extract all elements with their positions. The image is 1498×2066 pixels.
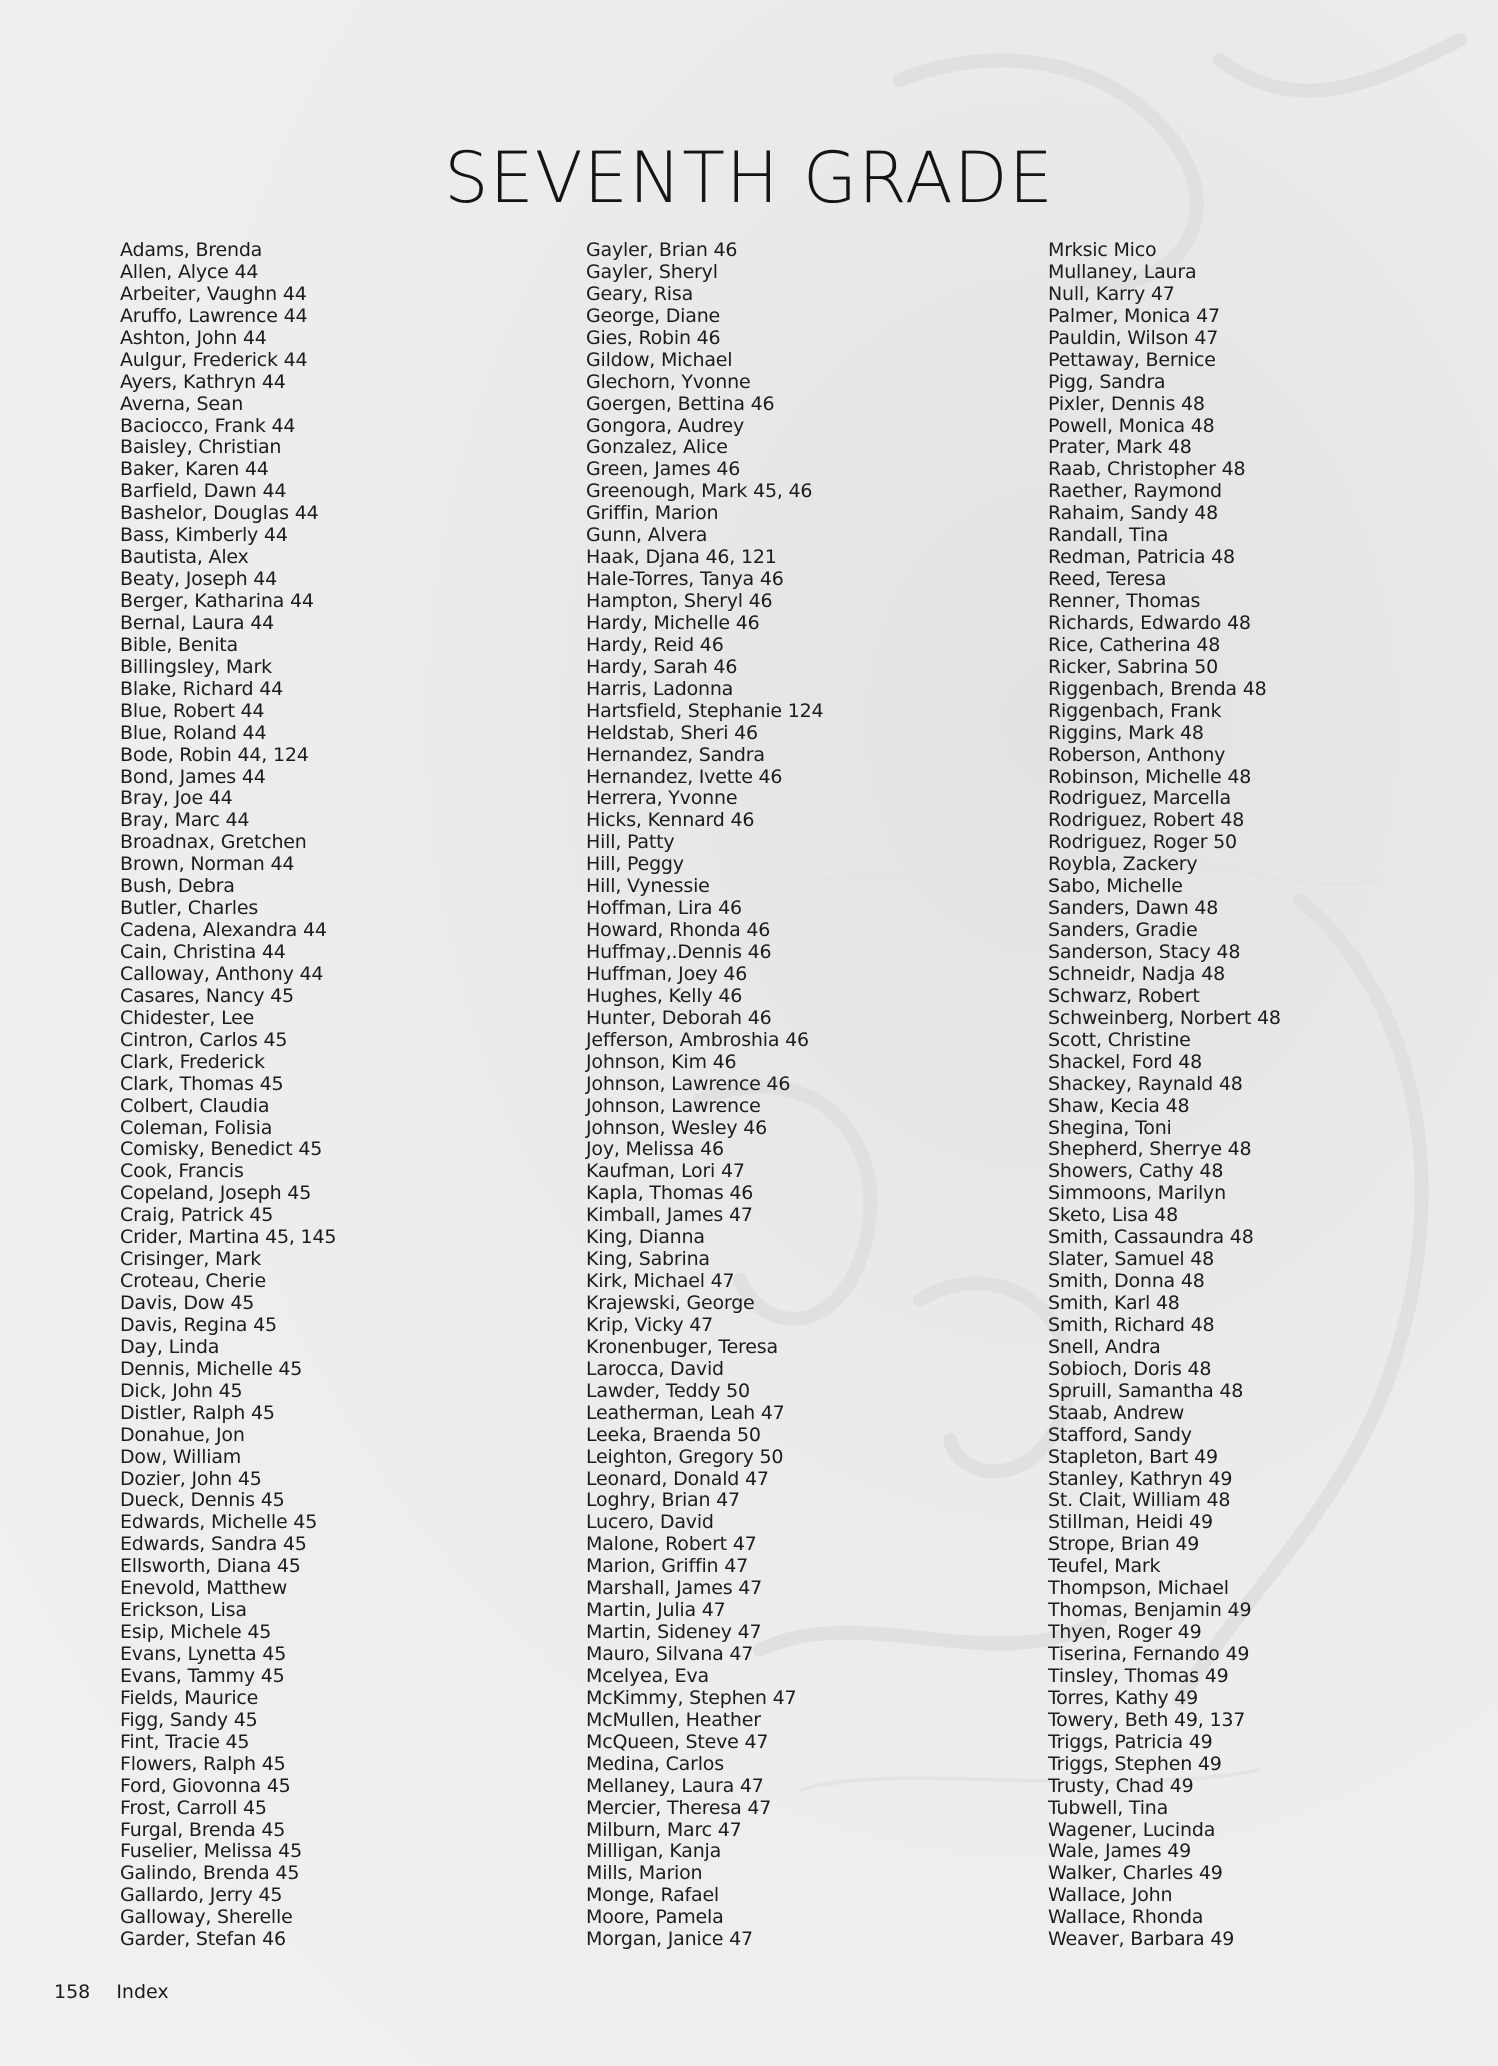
- list-item: Johnson, Wesley 46: [586, 1116, 768, 1139]
- list-item: Snell, Andra: [1048, 1335, 1161, 1358]
- list-item: Cain, Christina 44: [120, 941, 286, 963]
- list-item: Schneidr, Nadja 48: [1048, 962, 1225, 985]
- list-item: Sobioch, Doris 48: [1048, 1357, 1212, 1380]
- list-item: Hill, Peggy: [586, 853, 684, 876]
- list-item: Schwarz, Robert: [1048, 984, 1200, 1007]
- list-item: Shaw, Kecia 48: [1048, 1094, 1190, 1117]
- list-item: Howard, Rhonda 46: [586, 919, 771, 942]
- list-item: Goergen, Bettina 46: [586, 392, 775, 415]
- list-item: Morgan, Janice 47: [586, 1928, 753, 1951]
- list-item: Stapleton, Bart 49: [1048, 1445, 1218, 1468]
- list-item: Johnson, Kim 46: [586, 1050, 737, 1073]
- list-item: Flowers, Ralph 45: [120, 1752, 286, 1775]
- list-item: Redman, Patricia 48: [1048, 546, 1235, 569]
- list-item: Dueck, Dennis 45: [120, 1489, 285, 1512]
- list-item: Ellsworth, Diana 45: [120, 1555, 301, 1578]
- list-item: Blue, Robert 44: [120, 699, 265, 722]
- list-item: Bray, Marc 44: [120, 809, 250, 832]
- list-item: Tinsley, Thomas 49: [1048, 1664, 1229, 1687]
- list-item: Triggs, Stephen 49: [1048, 1752, 1222, 1775]
- list-item: Fuselier, Melissa 45: [120, 1840, 302, 1863]
- list-item: Bush, Debra: [120, 875, 235, 898]
- list-item: Mauro, Silvana 47: [586, 1643, 754, 1665]
- list-item: Aulgur, Frederick 44: [120, 348, 308, 371]
- list-item: Joy, Melissa 46: [586, 1138, 724, 1161]
- list-item: Dow, William: [120, 1445, 242, 1468]
- list-item: Shegina, Toni: [1048, 1116, 1172, 1139]
- list-item: St. Clait, William 48: [1048, 1489, 1231, 1512]
- list-item: Hunter, Deborah 46: [586, 1006, 772, 1029]
- list-item: Enevold, Matthew: [120, 1577, 288, 1600]
- list-item: Harris, Ladonna: [586, 677, 734, 700]
- list-item: Rahaim, Sandy 48: [1048, 502, 1219, 525]
- list-item: Hardy, Sarah 46: [586, 655, 738, 678]
- list-item: Raab, Christopher 48: [1048, 458, 1246, 481]
- list-item: Green, James 46: [586, 458, 741, 481]
- list-item: Evans, Tammy 45: [120, 1664, 285, 1687]
- list-item: Figg, Sandy 45: [120, 1708, 258, 1731]
- list-item: Greenough, Mark 45, 46: [586, 480, 813, 503]
- list-item: George, Diane: [586, 304, 721, 327]
- list-item: Renner, Thomas: [1048, 590, 1201, 612]
- list-item: Null, Karry 47: [1048, 282, 1175, 305]
- list-item: Mercier, Theresa 47: [586, 1796, 772, 1819]
- list-item: Pauldin, Wilson 47: [1048, 326, 1219, 349]
- list-item: Smith, Karl 48: [1048, 1292, 1180, 1314]
- list-item: Marion, Griffin 47: [586, 1555, 749, 1578]
- list-item: Bray, Joe 44: [120, 787, 233, 810]
- list-item: King, Sabrina: [586, 1248, 710, 1271]
- list-item: Geary, Risa: [586, 282, 694, 305]
- list-item: Frost, Carroll 45: [120, 1796, 267, 1819]
- list-item: Randall, Tina: [1048, 524, 1169, 547]
- list-item: Robinson, Michelle 48: [1048, 765, 1252, 788]
- list-item: Rodriguez, Roger 50: [1048, 831, 1237, 854]
- list-item: Stillman, Heidi 49: [1048, 1511, 1213, 1534]
- list-item: Clark, Thomas 45: [120, 1072, 284, 1095]
- list-item: Hicks, Kennard 46: [586, 809, 755, 832]
- list-item: Bible, Benita: [120, 633, 238, 656]
- list-item: Riggenbach, Brenda 48: [1048, 677, 1267, 700]
- list-item: Martin, Sideney 47: [586, 1621, 762, 1644]
- list-item: Triggs, Patricia 49: [1048, 1730, 1213, 1753]
- list-item: Teufel, Mark: [1048, 1555, 1161, 1578]
- section-label: Index: [116, 1981, 169, 2003]
- list-item: Showers, Cathy 48: [1048, 1160, 1224, 1183]
- list-item: Wale, James 49: [1048, 1840, 1192, 1863]
- list-item: Casares, Nancy 45: [120, 984, 294, 1007]
- list-item: Garder, Stefan 46: [120, 1928, 286, 1951]
- list-item: Hartsfield, Stephanie 124: [586, 699, 824, 722]
- list-item: Walker, Charles 49: [1048, 1862, 1223, 1885]
- list-item: Adams, Brenda: [120, 239, 263, 261]
- list-item: Stanley, Kathryn 49: [1048, 1467, 1233, 1490]
- list-item: Day, Linda: [120, 1335, 220, 1358]
- list-item: Leatherman, Leah 47: [586, 1401, 785, 1424]
- list-item: Thomas, Benjamin 49: [1048, 1599, 1252, 1622]
- list-item: Raether, Raymond: [1048, 480, 1222, 503]
- list-item: Simmoons, Marilyn: [1048, 1182, 1226, 1205]
- list-item: Smith, Richard 48: [1048, 1313, 1215, 1336]
- list-item: Towery, Beth 49, 137: [1048, 1708, 1246, 1731]
- list-item: Kirk, Michael 47: [586, 1270, 735, 1293]
- list-item: Rodriguez, Robert 48: [1048, 809, 1245, 832]
- list-item: Trusty, Chad 49: [1048, 1774, 1194, 1797]
- list-item: Mcelyea, Eva: [586, 1664, 709, 1687]
- list-item: Baker, Karen 44: [120, 458, 269, 481]
- list-item: Riggenbach, Frank: [1048, 699, 1222, 722]
- list-item: Monge, Rafael: [586, 1884, 720, 1907]
- list-item: Pettaway, Bernice: [1048, 348, 1216, 371]
- list-item: Griffin, Marion: [586, 502, 719, 525]
- list-item: Ford, Giovonna 45: [120, 1774, 291, 1797]
- list-item: Hardy, Michelle 46: [586, 611, 760, 634]
- list-item: Ayers, Kathryn 44: [120, 370, 286, 393]
- list-item: Marshall, James 47: [586, 1577, 763, 1600]
- page-title: SEVENTH GRADE: [444, 136, 1054, 219]
- list-item: Furgal, Brenda 45: [120, 1818, 286, 1841]
- list-item: Calloway, Anthony 44: [120, 962, 324, 985]
- list-item: Allen, Alyce 44: [120, 260, 259, 283]
- list-item: Tiserina, Fernando 49: [1048, 1643, 1250, 1665]
- list-item: Mullaney, Laura: [1048, 260, 1197, 283]
- list-item: Ricker, Sabrina 50: [1048, 655, 1218, 678]
- list-item: Staab, Andrew: [1048, 1401, 1185, 1424]
- list-item: Strope, Brian 49: [1048, 1533, 1200, 1556]
- list-item: Rice, Catherina 48: [1048, 633, 1221, 656]
- list-item: Beaty, Joseph 44: [120, 568, 278, 591]
- list-item: Cadena, Alexandra 44: [120, 919, 327, 942]
- list-item: Baisley, Christian: [120, 436, 282, 459]
- list-item: Lawder, Teddy 50: [586, 1379, 750, 1402]
- list-item: Herrera, Yvonne: [586, 787, 738, 810]
- list-item: Leonard, Donald 47: [586, 1467, 769, 1490]
- list-item: Heldstab, Sheri 46: [586, 721, 758, 744]
- list-item: Kimball, James 47: [586, 1204, 753, 1227]
- list-item: Shackel, Ford 48: [1048, 1050, 1202, 1073]
- list-item: King, Dianna: [586, 1226, 705, 1249]
- list-item: Smith, Donna 48: [1048, 1270, 1205, 1293]
- list-item: Tubwell, Tina: [1048, 1796, 1169, 1819]
- list-item: Milburn, Marc 47: [586, 1818, 742, 1841]
- list-item: Hill, Vynessie: [586, 875, 710, 898]
- name-column-3: [1048, 240, 1488, 1951]
- list-item: Colbert, Claudia: [120, 1094, 270, 1117]
- list-item: Chidester, Lee: [120, 1006, 255, 1029]
- list-item: Billingsley, Mark: [120, 655, 272, 678]
- list-item: Dick, John 45: [120, 1379, 243, 1402]
- list-item: Aruffo, Lawrence 44: [120, 304, 308, 327]
- list-item: Medina, Carlos: [586, 1752, 724, 1775]
- list-item: Thyen, Roger 49: [1048, 1621, 1202, 1644]
- list-item: Hernandez, Sandra: [586, 743, 765, 766]
- list-item: Bernal, Laura 44: [120, 611, 274, 634]
- list-item: Shackey, Raynald 48: [1048, 1072, 1243, 1095]
- list-item: Hardy, Reid 46: [586, 633, 724, 656]
- list-item: Clark, Frederick: [120, 1050, 265, 1073]
- list-item: Sanderson, Stacy 48: [1048, 941, 1241, 963]
- list-item: Dennis, Michelle 45: [120, 1357, 303, 1380]
- list-item: Erickson, Lisa: [120, 1599, 247, 1622]
- list-item: Mills, Marion: [586, 1862, 703, 1885]
- list-item: Galindo, Brenda 45: [120, 1862, 300, 1885]
- list-item: Pixler, Dennis 48: [1048, 392, 1205, 415]
- list-item: Sanders, Dawn 48: [1048, 897, 1219, 920]
- list-item: Barfield, Dawn 44: [120, 480, 287, 503]
- list-item: Butler, Charles: [120, 897, 259, 920]
- list-item: Shepherd, Sherrye 48: [1048, 1138, 1252, 1161]
- list-item: Arbeiter, Vaughn 44: [120, 282, 307, 305]
- page-footer: [54, 1983, 169, 2002]
- list-item: Davis, Regina 45: [120, 1313, 277, 1336]
- list-item: Hoffman, Lira 46: [586, 897, 742, 920]
- list-item: Moore, Pamela: [586, 1906, 724, 1929]
- list-item: Lucero, David: [586, 1511, 714, 1534]
- list-item: Kaufman, Lori 47: [586, 1160, 745, 1183]
- list-item: Hill, Patty: [586, 831, 675, 854]
- list-item: Gunn, Alvera: [586, 524, 708, 547]
- list-item: Huffman, Joey 46: [586, 962, 748, 985]
- page-number: 158: [54, 1981, 91, 2003]
- list-item: Loghry, Brian 47: [586, 1489, 740, 1512]
- list-item: Gongora, Audrey: [586, 414, 745, 437]
- list-item: Torres, Kathy 49: [1048, 1686, 1199, 1709]
- list-item: Roberson, Anthony: [1048, 743, 1226, 766]
- list-item: Wallace, Rhonda: [1048, 1906, 1204, 1929]
- list-item: Mellaney, Laura 47: [586, 1774, 764, 1797]
- list-item: Thompson, Michael: [1048, 1577, 1229, 1600]
- list-item: Huffmay,.Dennis 46: [586, 941, 772, 963]
- list-item: Stafford, Sandy: [1048, 1423, 1192, 1446]
- list-item: Jefferson, Ambroshia 46: [586, 1028, 809, 1051]
- list-item: Haak, Djana 46, 121: [586, 546, 777, 569]
- list-item: Gies, Robin 46: [586, 326, 721, 349]
- list-item: Sketo, Lisa 48: [1048, 1204, 1179, 1227]
- list-item: Spruill, Samantha 48: [1048, 1379, 1244, 1402]
- list-item: Gallardo, Jerry 45: [120, 1884, 283, 1907]
- list-item: Distler, Ralph 45: [120, 1401, 275, 1424]
- list-item: Milligan, Kanja: [586, 1840, 722, 1863]
- list-item: Gildow, Michael: [586, 348, 733, 371]
- list-item: Weaver, Barbara 49: [1048, 1928, 1235, 1951]
- list-item: Kapla, Thomas 46: [586, 1182, 754, 1205]
- list-item: Baciocco, Frank 44: [120, 414, 296, 437]
- list-item: Galloway, Sherelle: [120, 1906, 293, 1929]
- list-item: Brown, Norman 44: [120, 853, 295, 876]
- list-item: Prater, Mark 48: [1048, 436, 1192, 459]
- list-item: Riggins, Mark 48: [1048, 721, 1204, 744]
- list-item: Powell, Monica 48: [1048, 414, 1215, 437]
- list-item: Martin, Julia 47: [586, 1599, 726, 1622]
- list-item: Hernandez, Ivette 46: [586, 765, 783, 788]
- list-item: Broadnax, Gretchen: [120, 831, 307, 854]
- list-item: Palmer, Monica 47: [1048, 304, 1220, 327]
- list-item: Sanders, Gradie: [1048, 919, 1198, 942]
- list-item: Berger, Katharina 44: [120, 590, 314, 612]
- name-column-2: [586, 240, 1026, 1951]
- list-item: Leighton, Gregory 50: [586, 1445, 784, 1468]
- list-item: Malone, Robert 47: [586, 1533, 757, 1556]
- list-item: Crider, Martina 45, 145: [120, 1226, 337, 1249]
- list-item: Hampton, Sheryl 46: [586, 590, 773, 612]
- list-item: Pigg, Sandra: [1048, 370, 1166, 393]
- list-item: Bode, Robin 44, 124: [120, 743, 309, 766]
- list-item: Glechorn, Yvonne: [586, 370, 751, 393]
- list-item: Fields, Maurice: [120, 1686, 259, 1709]
- list-item: Hale-Torres, Tanya 46: [586, 568, 784, 591]
- list-item: Richards, Edwardo 48: [1048, 611, 1251, 634]
- list-item: Croteau, Cherie: [120, 1270, 266, 1293]
- list-item: Johnson, Lawrence 46: [586, 1072, 791, 1095]
- list-item: Comisky, Benedict 45: [120, 1138, 323, 1161]
- list-item: Averna, Sean: [120, 392, 244, 415]
- list-item: Scott, Christine: [1048, 1028, 1191, 1051]
- list-item: McQueen, Steve 47: [586, 1730, 769, 1753]
- list-item: Ashton, John 44: [120, 326, 267, 349]
- list-item: Wagener, Lucinda: [1048, 1818, 1216, 1841]
- list-item: Rodriguez, Marcella: [1048, 787, 1231, 810]
- list-item: McKimmy, Stephen 47: [586, 1686, 797, 1709]
- list-item: Cook, Francis: [120, 1160, 244, 1183]
- list-item: Craig, Patrick 45: [120, 1204, 274, 1227]
- list-item: Bautista, Alex: [120, 546, 249, 569]
- list-item: Crisinger, Mark: [120, 1248, 262, 1271]
- list-item: Blake, Richard 44: [120, 677, 284, 700]
- list-item: Dozier, John 45: [120, 1467, 262, 1490]
- list-item: Hughes, Kelly 46: [586, 984, 743, 1007]
- list-item: Bond, James 44: [120, 765, 266, 788]
- name-column-1: [120, 240, 560, 1951]
- list-item: Edwards, Sandra 45: [120, 1533, 307, 1556]
- list-item: Larocca, David: [586, 1357, 724, 1380]
- list-item: Reed, Teresa: [1048, 568, 1167, 591]
- list-item: Krip, Vicky 47: [586, 1313, 713, 1336]
- list-item: Gonzalez, Alice: [586, 436, 728, 459]
- list-item: Evans, Lynetta 45: [120, 1643, 287, 1665]
- list-item: Kronenbuger, Teresa: [586, 1335, 778, 1358]
- list-item: Slater, Samuel 48: [1048, 1248, 1215, 1271]
- list-item: Fint, Tracie 45: [120, 1730, 250, 1753]
- list-item: Sabo, Michelle: [1048, 875, 1183, 898]
- list-item: Blue, Roland 44: [120, 721, 267, 744]
- list-item: Smith, Cassaundra 48: [1048, 1226, 1254, 1249]
- list-item: Bass, Kimberly 44: [120, 524, 288, 547]
- list-item: Esip, Michele 45: [120, 1621, 272, 1644]
- list-item: Roybla, Zackery: [1048, 853, 1198, 876]
- list-item: Wallace, John: [1048, 1884, 1173, 1907]
- list-item: Edwards, Michelle 45: [120, 1511, 318, 1534]
- list-item: Mrksic Mico: [1048, 239, 1157, 261]
- list-item: Krajewski, George: [586, 1292, 755, 1314]
- list-item: Cintron, Carlos 45: [120, 1028, 288, 1051]
- list-item: Davis, Dow 45: [120, 1292, 255, 1314]
- list-item: Schweinberg, Norbert 48: [1048, 1006, 1281, 1029]
- list-item: Johnson, Lawrence: [586, 1094, 761, 1117]
- list-item: McMullen, Heather: [586, 1708, 761, 1731]
- list-item: Bashelor, Douglas 44: [120, 502, 319, 525]
- list-item: Donahue, Jon: [120, 1423, 245, 1446]
- list-item: Copeland, Joseph 45: [120, 1182, 312, 1205]
- list-item: Gayler, Sheryl: [586, 260, 718, 283]
- list-item: Leeka, Braenda 50: [586, 1423, 761, 1446]
- list-item: Coleman, Folisia: [120, 1116, 273, 1139]
- list-item: Gayler, Brian 46: [586, 239, 738, 261]
